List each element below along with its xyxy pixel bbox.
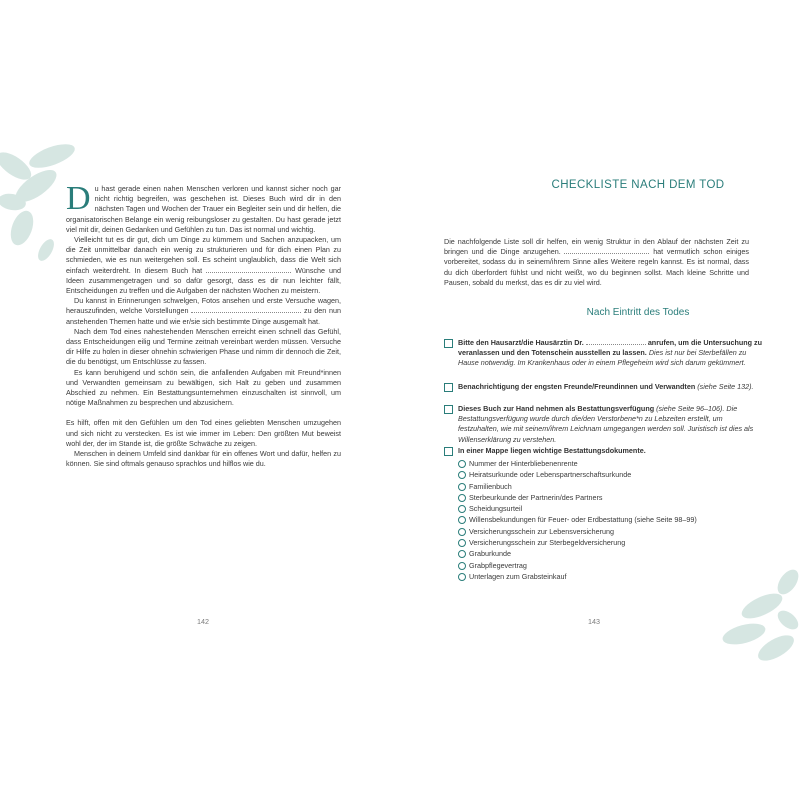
item-note: (siehe Seite 132).	[697, 382, 754, 391]
page-number: 143	[588, 617, 600, 626]
document-list	[458, 458, 697, 582]
paragraph: u hast gerade einen nahen Menschen verloren und kannst sicher noch gar nicht richtig begreifen, was geschehen ist. Dieses Buch wird dir in den nächsten Tagen und Wochen der Trauer ein Begleiter sein und dir helfen, die organisatorischen Belange ein wenig reibungsloser zu gestalten. Du hast gerade jetzt viel mit dir, deinen Gedanken und Gefühlen zu tun. Das ist normal und wichtig.	[66, 184, 341, 234]
paragraph: Nach dem Tod eines nahestehenden Menschen erreicht einen schnell das Gefühl, dass Entscheidungen eilig und Termine zeitnah vereinbart werden müssen. Versuche dir Hilfe zu holen in dieser ohnehin schwierigen Phase und nimm dir dennoch die Zeit, die du benötigst, um Entschlüsse zu fassen.	[66, 326, 341, 367]
radio-circle-icon	[458, 516, 466, 524]
item-text: In einer Mappe liegen wichtige Bestattungsdokumente.	[458, 446, 646, 455]
fill-in-blank[interactable]	[564, 247, 649, 254]
checkbox[interactable]	[444, 383, 453, 392]
paragraph: Du kannst in Erinnerungen schwelgen, Fotos ansehen und erste Versuche wagen, herauszufinden, welche Vorstellungen	[66, 296, 341, 316]
document-item[interactable]	[458, 469, 697, 480]
checklist-item	[444, 382, 764, 392]
radio-circle-icon	[458, 528, 466, 536]
document-label: Unterlagen zum Grabsteinkauf	[469, 571, 567, 581]
fill-in-blank[interactable]	[206, 266, 291, 273]
document-item[interactable]	[458, 537, 697, 548]
document-label: Heiratsurkunde oder Lebenspartnerschaftsurkunde	[469, 470, 632, 480]
paragraph: Wünsche und Ideen zusammengetragen und so dafür gesorgt, dass es dir nun leichter fällt, Entscheidungen zu treffen und die Aufgaben der nächsten Wochen zu meistern.	[66, 265, 342, 296]
item-note: Dies ist nur bei Sterbefällen zu Hause notwendig. Im Krankenhaus oder in einem Pflegeheim wird sich darum gekümmert.	[458, 348, 747, 368]
paragraph: Es kann beruhigend und schön sein, die anfallenden Aufgaben mit Freund*innen und Verwandten gemeinsam zu bewältigen, sich Halt zu geben und zusammen Abschied zu nehmen. Ein Bestattungsunternehmen einzuschalten ist sinnvoll, um nötige Maßnahmen zu besprechen und abzusichern.	[66, 367, 341, 408]
right-page	[400, 0, 800, 800]
intro-part: Die nachfolgende Liste soll dir helfen, ein wenig Struktur in den Ablauf der nächsten Zeit zu bringen und die Dinge anzugehen.	[444, 237, 749, 257]
checklist-item	[444, 338, 764, 369]
radio-circle-icon	[458, 573, 466, 581]
fill-in-blank[interactable]	[586, 338, 646, 345]
paragraph: Menschen in deinem Umfeld sind dankbar für ein offenes Wort und dafür, helfen zu können. Sie sind oftmals genauso sprachlos und hilflos wie du.	[66, 449, 341, 469]
document-item[interactable]	[458, 526, 697, 537]
page-number: 142	[197, 617, 209, 626]
intro-text	[444, 237, 749, 288]
radio-circle-icon	[458, 460, 466, 468]
radio-circle-icon	[458, 550, 466, 558]
checkbox[interactable]	[444, 447, 453, 456]
checklist-item	[444, 446, 764, 456]
document-label: Scheidungsurteil	[469, 504, 523, 514]
document-item[interactable]	[458, 514, 697, 525]
checklist-item	[444, 404, 764, 445]
section-title: Nach Eintritt des Todes	[586, 307, 690, 318]
document-label: Versicherungsschein zur Lebensversicherung	[469, 526, 615, 536]
document-label: Familienbuch	[469, 481, 512, 491]
document-label: Nummer der Hinterbliebenenrente	[469, 459, 578, 468]
item-text: anrufen, um die Untersuchung zu veranlassen und den Totenschein ausstellen zu lassen.	[458, 338, 763, 358]
intro-part: hat vermutlich schon einiges vorbereitet, sodass du in seinem/ihrem Sinne alles Weitere regeln kannst. Es ist normal, dass du dich überfordert fühlst und nicht weißt, wo du beginnen sollst. Mach kleine Schritte und Pausen, sobald du merkst, das es dir zu viel wird.	[444, 247, 750, 287]
fill-in-blank[interactable]	[191, 306, 301, 313]
document-label: Sterbeurkunde der Partnerin/des Partners	[469, 492, 603, 502]
left-body-text	[66, 180, 342, 469]
document-label: Versicherungsschein zur Sterbegeldversicherung	[469, 538, 626, 548]
checkbox[interactable]	[444, 405, 453, 414]
item-text: Dieses Buch zur Hand nehmen als Bestattungsverfügung	[458, 404, 655, 413]
document-item[interactable]	[458, 548, 697, 559]
document-label: Graburkunde	[469, 549, 511, 559]
radio-circle-icon	[458, 494, 466, 502]
leaf-branch-bottom-right-icon	[718, 568, 800, 663]
document-label: Grabpflegevertrag	[469, 560, 527, 570]
drop-cap: D	[66, 180, 91, 217]
radio-circle-icon	[458, 483, 466, 491]
document-item[interactable]	[458, 571, 697, 582]
document-label: Willensbekundungen für Feuer- oder Erdbestattung (siehe Seite 98–99)	[469, 515, 697, 525]
paragraph: zu den nun anstehenden Themen hatte und wie er/sie sich bestimmte Dinge ausgemalt hat.	[66, 306, 342, 326]
checkbox[interactable]	[444, 339, 453, 348]
paragraph: Vielleicht tut es dir gut, dich um Dinge zu kümmern und Sachen anzupacken, um die Zeit unmittelbar danach ein wenig zu strukturieren und für dich einen Plan zu schmieden, wie es nun weitergehen soll. Es scheint unglaublich, dass die Welt sich einfach weiterdreht. In diesem Buch hat	[66, 235, 341, 275]
radio-circle-icon	[458, 539, 466, 547]
item-text: Benachrichtigung der engsten Freunde/Freundinnen und Verwandten	[458, 382, 696, 391]
document-item[interactable]	[458, 481, 697, 492]
item-note: (siehe Seite 96–106). Die Bestattungsverfügung wurde durch die/den Verstorbene*n zu Lebzeiten erstellt, um festzuhalten, wie mit seinem/ihrem Leichnam umgegangen werden soll. Juristisch ist dies als Willenserklärung zu verstehen.	[458, 404, 754, 444]
document-item[interactable]	[458, 492, 697, 503]
radio-circle-icon	[458, 562, 466, 570]
document-item[interactable]	[458, 503, 697, 514]
document-item[interactable]	[458, 560, 697, 571]
radio-circle-icon	[458, 505, 466, 513]
item-text: Bitte den Hausarzt/die Hausärztin Dr.	[458, 338, 584, 347]
radio-circle-icon	[458, 471, 466, 479]
chapter-title: CHECKLISTE NACH DEM TOD	[551, 179, 725, 191]
paragraph: Es hilft, offen mit den Gefühlen um den Tod eines geliebten Menschen umzugehen und sich nicht zu verstecken. Es ist wie immer im Leben: Den größten Mut beweist wohl der, der im Stande ist, die größte Schwäche zu zeigen.	[66, 418, 341, 448]
document-item[interactable]	[458, 458, 697, 469]
